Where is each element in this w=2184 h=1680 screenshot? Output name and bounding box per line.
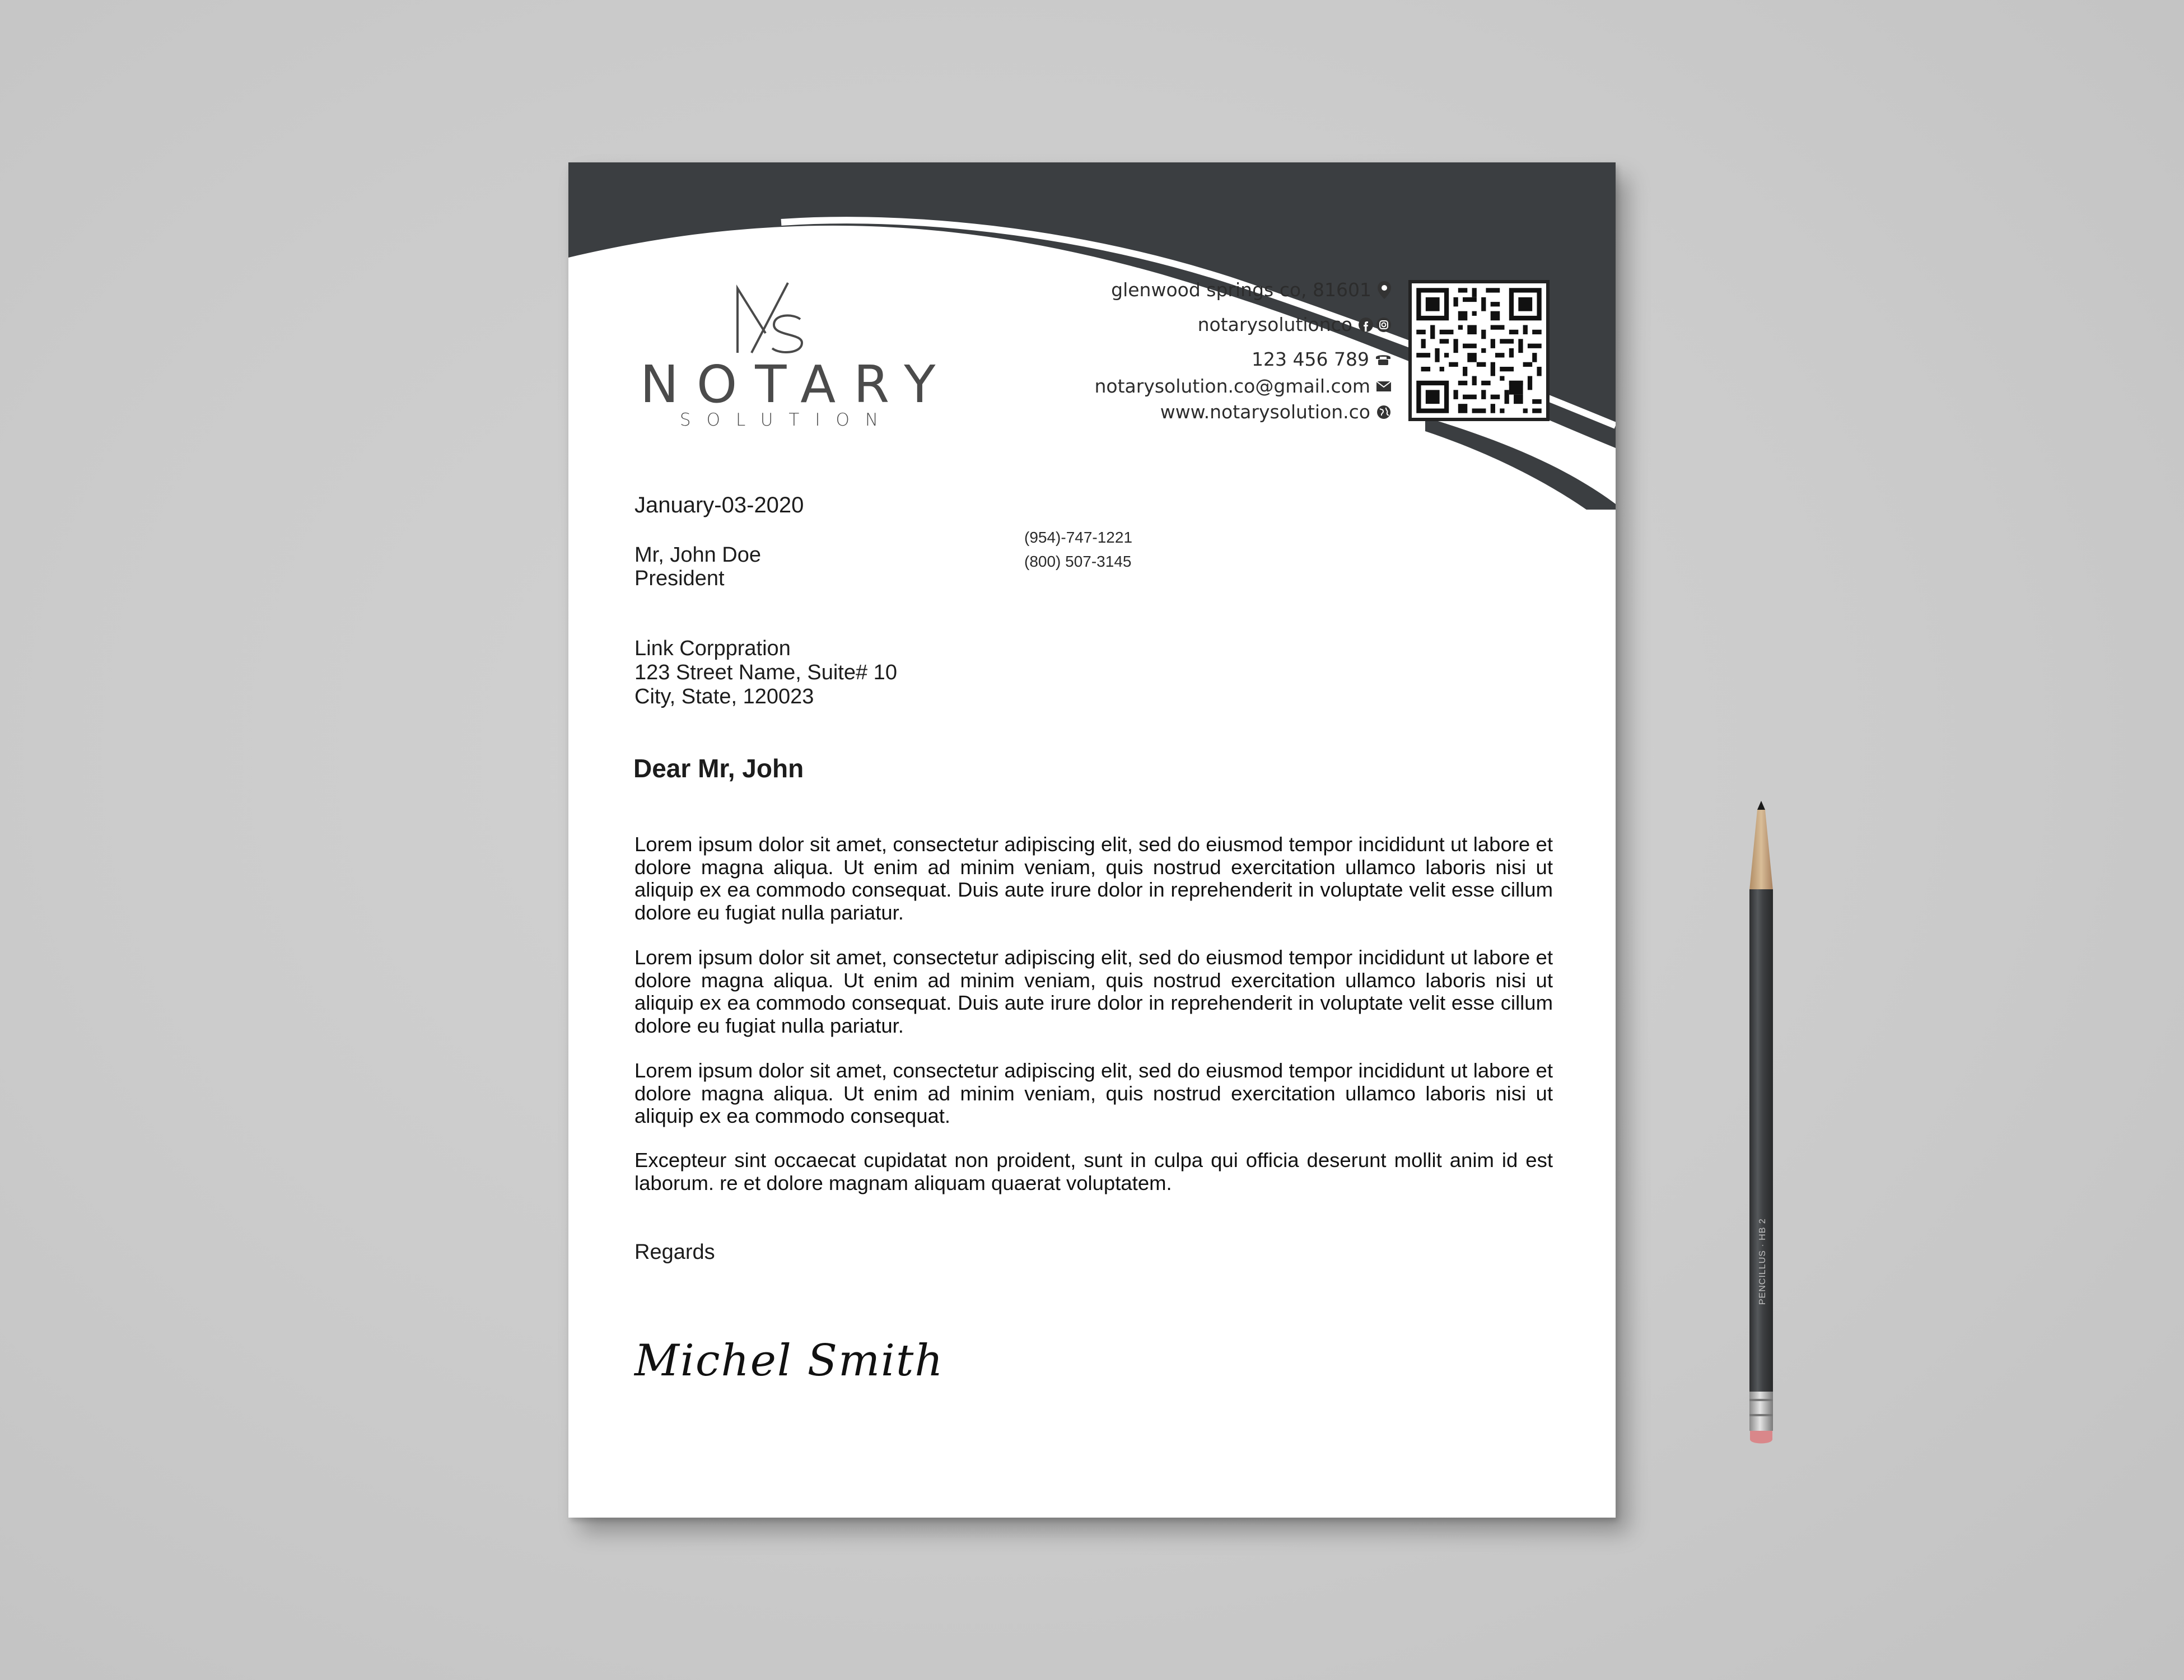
telephone-icon	[1375, 353, 1392, 366]
brand-tagline: SOLUTION	[679, 410, 894, 430]
location-pin-icon	[1377, 281, 1392, 300]
recipient-name: Mr, John Doe	[634, 543, 761, 567]
body-paragraph: Lorem ipsum dolor sit amet, consectetur adipiscing elit, sed do eiusmod tempor incididunt ut labore et dolore magna aliqua. Ut enim ad minim veniam, quis nostrud exercitation ullamco laboris nisi ut aliquip ex ea commodo consequat. Duis aute irure dolor in reprehenderit in voluptate velit esse cillum dolore eu fugiat nulla pariatur.	[634, 833, 1553, 924]
website-text: www.notarysolution.co	[1160, 401, 1370, 423]
facebook-icon	[1358, 317, 1374, 333]
envelope-icon	[1376, 380, 1392, 393]
monogram-logo-icon	[732, 280, 808, 356]
body-paragraph: Lorem ipsum dolor sit amet, consectetur adipiscing elit, sed do eiusmod tempor incididunt ut labore et dolore magna aliqua. Ut enim ad minim veniam, quis nostrud exercitation ullamco laboris nisi ut aliquip ex ea commodo consequat.	[634, 1059, 1553, 1127]
contact-website	[1160, 401, 1392, 423]
email-text: notarysolution.co@gmail.com	[1094, 375, 1370, 397]
recipient-company: Link Corppration	[634, 637, 791, 660]
closing: Regards	[634, 1240, 715, 1264]
qr-code	[1408, 280, 1550, 421]
qr-code-icon	[1412, 283, 1546, 418]
body-paragraph: Lorem ipsum dolor sit amet, consectetur adipiscing elit, sed do eiusmod tempor incididunt ut labore et dolore magna aliqua. Ut enim ad minim veniam, quis nostrud exercitation ullamco laboris nisi ut aliquip ex ea commodo consequat. Duis aute irure dolor in reprehenderit in voluptate velit esse cillum dolore eu fugiat nulla pariatur.	[634, 946, 1553, 1037]
contact-address	[1111, 279, 1392, 301]
recipient-title: President	[634, 567, 725, 590]
contact-email	[1095, 375, 1392, 397]
pencil-prop	[1736, 801, 1786, 1484]
pencil-brand-label: PENCILLUS · HB 2	[1758, 1218, 1767, 1305]
contact-phone	[1252, 348, 1392, 370]
brand-name: NOTARY	[640, 354, 954, 414]
social-handle-text: notarysolutionco	[1197, 314, 1352, 335]
globe-icon	[1376, 404, 1392, 420]
phone-text: 123 456 789	[1252, 348, 1369, 370]
salutation: Dear Mr, John	[633, 754, 804, 783]
contact-social	[1198, 314, 1392, 335]
signature: Michel Smith	[634, 1336, 944, 1386]
address-text: glenwood springs co, 81601	[1111, 279, 1371, 301]
recipient-phone-2: (800) 507-3145	[1024, 553, 1132, 570]
recipient-address-line-1: 123 Street Name, Suite# 10	[634, 661, 897, 684]
letter-date: January-03-2020	[634, 493, 804, 517]
instagram-icon	[1376, 317, 1392, 333]
letterhead-sheet	[568, 162, 1616, 1518]
recipient-address-line-2: City, State, 120023	[634, 685, 814, 708]
body-paragraph: Excepteur sint occaecat cupidatat non proident, sunt in culpa qui officia deserunt mollit anim id est laborum. re et dolore magnam aliquam quaerat voluptatem.	[634, 1149, 1553, 1194]
recipient-phone-1: (954)-747-1221	[1024, 529, 1133, 546]
